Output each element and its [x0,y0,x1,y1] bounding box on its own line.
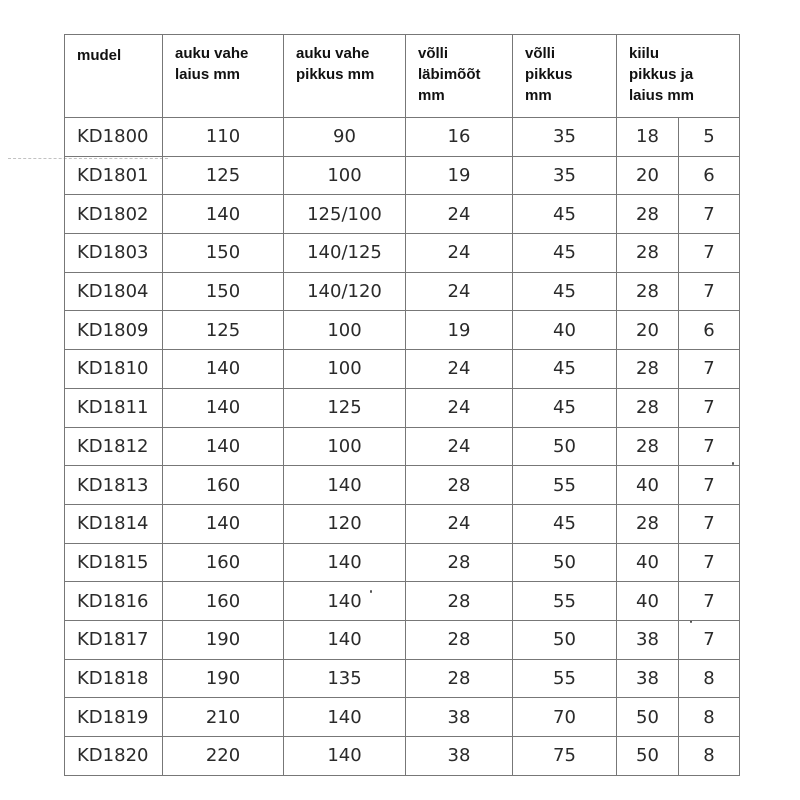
cell-model: KD1820 [65,737,163,776]
cell-model: KD1803 [65,234,163,273]
cell-shaft-diameter: 24 [406,350,513,389]
cell-shaft-diameter: 28 [406,466,513,505]
cell-shaft-length: 45 [513,234,617,273]
cell-key-width: 7 [679,388,740,427]
cell-hole-width: 150 [163,234,284,273]
cell-hole-width: 140 [163,427,284,466]
cell-key-width: 7 [679,543,740,582]
cell-hole-width: 140 [163,350,284,389]
cell-key-length: 28 [617,195,679,234]
cell-shaft-diameter: 24 [406,195,513,234]
header-hole-spacing-width: auku vahe laius mm [163,35,284,118]
cell-hole-width: 125 [163,156,284,195]
table-row [65,350,740,389]
table-row [65,737,740,776]
cell-shaft-length: 75 [513,737,617,776]
table-row [65,466,740,505]
header-shaft-length: võlli pikkus mm [513,35,617,118]
cell-key-width: 7 [679,620,740,659]
cell-key-width: 7 [679,427,740,466]
cell-shaft-diameter: 19 [406,156,513,195]
cell-hole-length: 125 [284,388,406,427]
table-row [65,234,740,273]
cell-key-width: 7 [679,272,740,311]
cell-shaft-length: 70 [513,698,617,737]
cell-shaft-length: 50 [513,427,617,466]
cell-hole-width: 140 [163,504,284,543]
cell-hole-length: 100 [284,427,406,466]
cell-shaft-length: 55 [513,466,617,505]
cell-key-width: 5 [679,118,740,157]
cell-shaft-length: 45 [513,195,617,234]
cell-model: KD1817 [65,620,163,659]
cell-hole-length: 100 [284,311,406,350]
cell-key-length: 28 [617,272,679,311]
cell-key-width: 8 [679,737,740,776]
cell-model: KD1812 [65,427,163,466]
cell-hole-width: 190 [163,620,284,659]
cell-model: KD1815 [65,543,163,582]
cell-shaft-length: 55 [513,659,617,698]
spec-table [64,34,740,776]
cell-hole-length: 100 [284,156,406,195]
cell-shaft-diameter: 24 [406,388,513,427]
cell-key-length: 20 [617,156,679,195]
cell-hole-length: 125/100 [284,195,406,234]
cell-hole-length: 140 [284,698,406,737]
cell-model: KD1818 [65,659,163,698]
cell-hole-length: 140 [284,737,406,776]
cell-key-width: 7 [679,466,740,505]
cell-shaft-diameter: 38 [406,698,513,737]
cell-model: KD1811 [65,388,163,427]
cell-model: KD1800 [65,118,163,157]
table-row [65,582,740,621]
table-row [65,620,740,659]
cell-hole-length: 100 [284,350,406,389]
cell-hole-length: 140/120 [284,272,406,311]
cell-hole-width: 190 [163,659,284,698]
cell-hole-width: 110 [163,118,284,157]
cell-key-width: 8 [679,659,740,698]
cell-shaft-diameter: 16 [406,118,513,157]
cell-model: KD1809 [65,311,163,350]
cell-hole-width: 140 [163,388,284,427]
cell-hole-width: 210 [163,698,284,737]
cell-key-length: 40 [617,582,679,621]
cell-model: KD1813 [65,466,163,505]
cell-shaft-length: 45 [513,272,617,311]
cell-key-length: 28 [617,350,679,389]
cell-model: KD1810 [65,350,163,389]
cell-key-length: 28 [617,234,679,273]
cell-key-width: 7 [679,350,740,389]
cell-key-length: 20 [617,311,679,350]
cell-key-length: 38 [617,659,679,698]
cell-shaft-diameter: 24 [406,272,513,311]
cell-key-width: 7 [679,195,740,234]
cell-key-length: 18 [617,118,679,157]
cell-key-length: 28 [617,388,679,427]
cell-model: KD1816 [65,582,163,621]
cell-shaft-length: 40 [513,311,617,350]
table-row [65,659,740,698]
cell-hole-width: 160 [163,582,284,621]
cell-model: KD1804 [65,272,163,311]
cell-key-width: 7 [679,582,740,621]
cell-hole-length: 90 [284,118,406,157]
cell-shaft-length: 50 [513,620,617,659]
cell-shaft-length: 35 [513,156,617,195]
header-key-size: kiilu pikkus ja laius mm [617,35,740,118]
cell-key-length: 50 [617,737,679,776]
cell-shaft-length: 50 [513,543,617,582]
cell-key-width: 7 [679,504,740,543]
header-model: mudel [65,35,163,118]
cell-shaft-diameter: 28 [406,659,513,698]
table-row [65,272,740,311]
cell-key-length: 28 [617,504,679,543]
cell-shaft-diameter: 28 [406,582,513,621]
cell-shaft-diameter: 38 [406,737,513,776]
cell-model: KD1801 [65,156,163,195]
table-row [65,427,740,466]
cell-key-length: 50 [617,698,679,737]
cell-hole-length: 140 [284,543,406,582]
cell-hole-width: 140 [163,195,284,234]
table-row [65,543,740,582]
cell-shaft-length: 55 [513,582,617,621]
cell-shaft-diameter: 28 [406,620,513,659]
header-row [65,35,740,118]
cell-shaft-diameter: 24 [406,504,513,543]
cell-model: KD1814 [65,504,163,543]
table-row [65,118,740,157]
cell-shaft-length: 45 [513,350,617,389]
cell-hole-length: 140 [284,582,406,621]
cell-key-length: 38 [617,620,679,659]
cell-shaft-length: 45 [513,504,617,543]
cell-model: KD1819 [65,698,163,737]
table-row [65,388,740,427]
cell-hole-length: 140/125 [284,234,406,273]
cell-key-length: 40 [617,466,679,505]
table-row [65,156,740,195]
table-row [65,195,740,234]
cell-key-width: 6 [679,311,740,350]
cell-shaft-diameter: 28 [406,543,513,582]
cell-shaft-diameter: 24 [406,427,513,466]
cell-key-length: 28 [617,427,679,466]
header-shaft-diameter: võlli läbimõõt mm [406,35,513,118]
cell-hole-length: 135 [284,659,406,698]
cell-hole-width: 150 [163,272,284,311]
header-hole-spacing-length: auku vahe pikkus mm [284,35,406,118]
table-row [65,698,740,737]
table-row [65,311,740,350]
cell-shaft-length: 45 [513,388,617,427]
cell-hole-width: 125 [163,311,284,350]
cell-key-length: 40 [617,543,679,582]
cell-key-width: 8 [679,698,740,737]
table-row [65,504,740,543]
cell-hole-width: 160 [163,543,284,582]
cell-model: KD1802 [65,195,163,234]
cell-hole-length: 140 [284,466,406,505]
cell-shaft-length: 35 [513,118,617,157]
cell-key-width: 6 [679,156,740,195]
cell-hole-width: 220 [163,737,284,776]
cell-hole-width: 160 [163,466,284,505]
cell-key-width: 7 [679,234,740,273]
cell-hole-length: 140 [284,620,406,659]
cell-hole-length: 120 [284,504,406,543]
cell-shaft-diameter: 19 [406,311,513,350]
cell-shaft-diameter: 24 [406,234,513,273]
